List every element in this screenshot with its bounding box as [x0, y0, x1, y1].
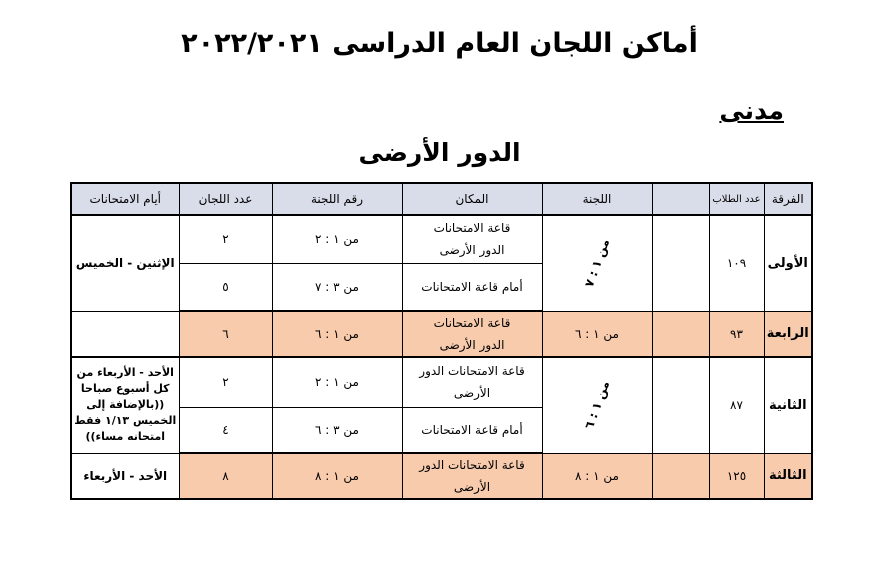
count-cell: ٢ [179, 357, 272, 407]
committee-no-cell: من ٣ : ٧ [272, 263, 402, 311]
header-year: الفرقة [764, 183, 812, 215]
committee-no-cell: من ١ : ٦ [272, 311, 402, 357]
place-line: قاعة الامتحانات [433, 316, 511, 330]
committee-text: من ١ : ٦ [581, 379, 613, 432]
days-cell: الأحد - الأربعاء من كل أسبوع صباحا ((بالإضافة إلى الخميس ١/١٣ فقط امتحانه مساء)) [71, 357, 179, 453]
page-title: أماكن اللجان العام الدراسى ٢٠٢٢/٢٠٢١ [181, 28, 698, 59]
place-cell: أمام قاعة الامتحانات [402, 263, 542, 311]
committee-no-cell: من ١ : ٢ [272, 215, 402, 263]
empty-cell [652, 453, 709, 499]
committee-cell: من ١ : ٨ [542, 453, 652, 499]
year-cell: الثانية [764, 357, 812, 453]
committee-no-cell: من ٣ : ٦ [272, 407, 402, 453]
days-cell: الأحد - الأربعاء [71, 453, 179, 499]
days-cell [71, 311, 179, 357]
place-cell [402, 453, 542, 499]
place-line: الدور الأرضى [439, 243, 505, 258]
days-cell: الإثنين - الخميس [71, 215, 179, 311]
empty-cell [652, 357, 709, 453]
header-committee: اللجنة [542, 183, 652, 215]
empty-cell [652, 311, 709, 357]
year-cell: الأولى [764, 215, 812, 311]
count-cell: ٤ [179, 407, 272, 453]
header-empty [652, 183, 709, 215]
committee-no-cell: من ١ : ٨ [272, 453, 402, 499]
students-cell: ١٢٥ [709, 453, 764, 499]
count-cell: ٦ [179, 311, 272, 357]
floor-heading: الدور الأرضى [358, 138, 521, 167]
committees-table [70, 182, 813, 500]
place-line: قاعة الامتحانات الدور [419, 458, 525, 472]
table-row [71, 215, 812, 263]
table-row [71, 357, 812, 407]
place-line: الدور الأرضى [439, 338, 505, 352]
header-committees-count: عدد اللجان [179, 183, 272, 215]
year-cell: الرابعة [764, 311, 812, 357]
committee-cell [542, 357, 652, 453]
empty-cell [652, 215, 709, 311]
committee-cell: من ١ : ٦ [542, 311, 652, 357]
count-cell: ٨ [179, 453, 272, 499]
table-header-row [71, 183, 812, 215]
header-students: عدد الطلاب [709, 183, 764, 215]
table-row [71, 311, 812, 357]
place-cell [402, 215, 542, 263]
place-line: الأرضى [453, 480, 491, 494]
place-cell [402, 311, 542, 357]
place-cell: أمام قاعة الامتحانات [402, 407, 542, 453]
header-place: المكان [402, 183, 542, 215]
students-cell: ٩٣ [709, 311, 764, 357]
place-cell [402, 357, 542, 407]
committee-cell [542, 215, 652, 311]
year-cell: الثالثة [764, 453, 812, 499]
committee-text: من ١ : ٧ [581, 237, 613, 290]
students-cell: ٨٧ [709, 357, 764, 453]
table-row [71, 453, 812, 499]
place-line: الأرضى [453, 386, 491, 401]
header-days: أيام الامتحانات [71, 183, 179, 215]
count-cell: ٥ [179, 263, 272, 311]
students-cell: ١٠٩ [709, 215, 764, 311]
place-line: قاعة الامتحانات [433, 221, 511, 236]
committee-no-cell: من ١ : ٢ [272, 357, 402, 407]
department-heading: مدنى [719, 96, 784, 125]
count-cell: ٢ [179, 215, 272, 263]
place-line: قاعة الامتحانات الدور [419, 364, 525, 379]
header-committee-no: رقم اللجنة [272, 183, 402, 215]
